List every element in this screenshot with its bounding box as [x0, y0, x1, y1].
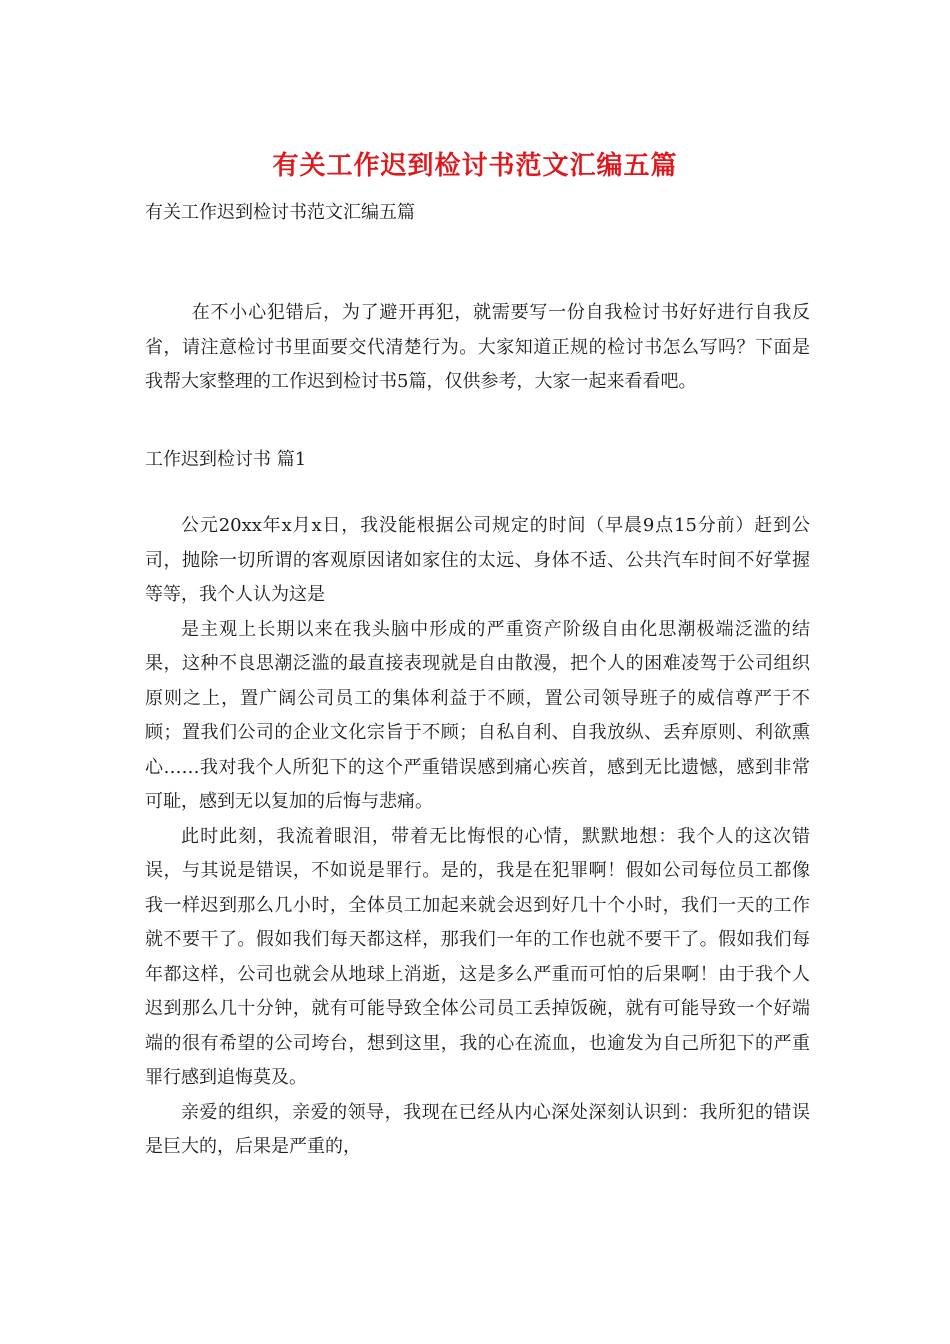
body-paragraph-3: 此时此刻，我流着眼泪，带着无比悔恨的心情，默默地想：我个人的这次错误，与其说是错误，不如说是罪行。是的，我是在犯罪啊！假如公司每位员工都像我一样迟到那么几小时，全体员工加起来就会迟到好几十个小时，我们一天的工作就不要干了。假如我们每天都这样，那我们一年的工作也就不要干了。假如我们每年都这样，公司也就会从地球上消逝，这是多么严重而可怕的后果啊！由于我个人迟到那么几十分钟，就有可能导致全体公司员工丢掉饭碗，就有可能导致一个好端端的很有希望的公司垮台，想到这里，我的心在流血，也逾发为自己所犯下的严重罪行感到追悔莫及。 — [145, 825, 810, 1088]
intro-paragraph: 在不小心犯错后，为了避开再犯，就需要写一份自我检讨书好好进行自我反省，请注意检讨书里面要交代清楚行为。大家知道正规的检讨书怎么写吗？下面是我帮大家整理的工作迟到检讨书5篇，仅供参考，大家一起来看看吧。 — [145, 302, 810, 392]
section-heading: 工作迟到检讨书 篇1 — [145, 449, 307, 470]
intro-block — [145, 296, 810, 400]
document-title: 有关工作迟到检讨书范文汇编五篇 — [272, 151, 678, 181]
body-paragraph-2: 是主观上长期以来在我头脑中形成的严重资产阶级自由化思潮极端泛滥的结果，这种不良思潮泛滥的最直接表现就是自由散漫，把个人的困难凌驾于公司组织原则之上，置广阔公司员工的集体利益于不顾，置公司领导班子的威信尊严于不顾；置我们公司的企业文化宗旨于不顾；自私自利、自我放纵、丢弃原则、利欲熏心……我对我个人所犯下的这个严重错误感到痛心疾首，感到无比遗憾，感到非常可耻，感到无以复加的后悔与悲痛。 — [145, 618, 810, 812]
section-body — [145, 509, 810, 1165]
document-subtitle: 有关工作迟到检讨书范文汇编五篇 — [145, 202, 415, 223]
body-paragraph-4: 亲爱的组织，亲爱的领导，我现在已经从内心深处深刻认识到：我所犯的错误是巨大的，后果是严重的， — [145, 1101, 810, 1157]
body-paragraph-1: 公元20xx年x月x日，我没能根据公司规定的时间（早晨9点15分前）赶到公司，抛除一切所谓的客观原因诸如家住的太远、身体不适、公共汽车时间不好掌握等等，我个人认为这是 — [145, 515, 810, 605]
